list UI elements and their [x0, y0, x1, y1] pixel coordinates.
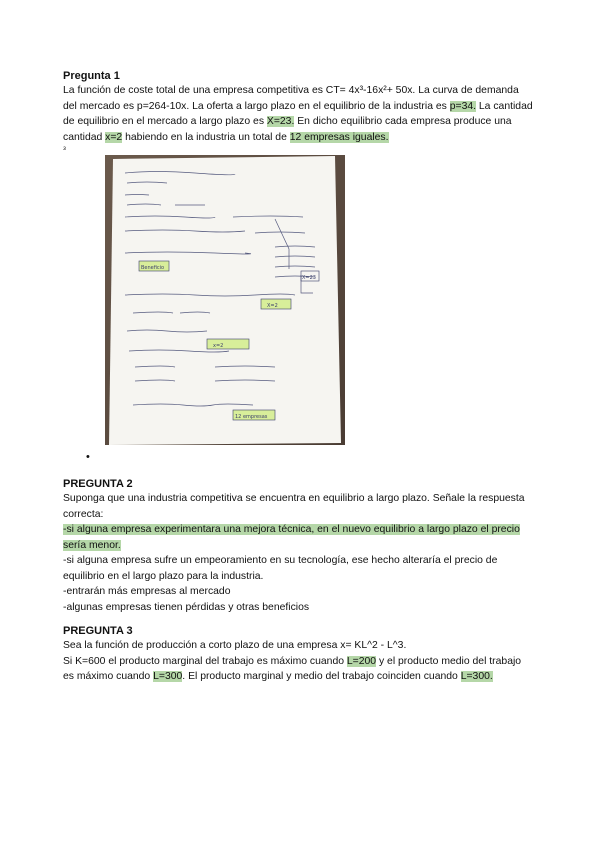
q1-answer-quantity: X=23. [266, 116, 295, 127]
photo-label: Beneficio [141, 265, 165, 271]
q1-answer-price: p=34. [449, 100, 477, 112]
q1-text-part: habiendo en la industria un total de [122, 131, 290, 143]
question-3 [63, 625, 533, 685]
photo-label: x=2 [213, 343, 224, 349]
photo-label: X=23 [302, 275, 316, 281]
question-2-option-correct [63, 522, 538, 553]
question-2-option: -algunas empresas tienen pérdidas y otras beneficios [63, 601, 310, 613]
q1-text-part: En dicho equilibrio cada empresa produce una cantidad [63, 116, 512, 143]
photo-label: 12 empresas [235, 414, 268, 420]
q3-text-part: Si K=600 el producto marginal del trabajo es máximo cuando [63, 655, 347, 667]
q3-answer-average: L=300 [153, 671, 183, 682]
question-2-option: -si alguna empresa sufre un empeoramiento en su tecnología, ese hecho alteraría el precio de equilibrio en el largo plazo para la industria. [63, 555, 498, 582]
question-1 [63, 70, 533, 445]
q3-answer-coincide: L=300. [460, 671, 493, 682]
question-1-title: Pregunta 1 [63, 70, 120, 82]
q3-text-part: . El producto marginal y medio del trabajo coinciden cuando [182, 671, 461, 682]
question-3-line1: Sea la función de producción a corto plazo de una empresa x= KL^2 - L^3. [63, 640, 407, 651]
stray-glyph: ᵌ [63, 144, 66, 154]
q1-answer-firm-output: x=2 [105, 131, 123, 143]
question-2 [63, 478, 538, 615]
list-bullet: • [86, 451, 90, 463]
q3-text-part: y el producto medio del trabajo es máximo cuando [63, 655, 522, 682]
question-2-option: -entrarán más empresas al mercado [63, 586, 231, 597]
question-1-text [63, 83, 533, 145]
photo-label: X=2 [267, 303, 278, 309]
q3-answer-marginal: L=200 [346, 655, 377, 667]
handwritten-solution-photo [105, 155, 345, 445]
question-3-title: PREGUNTA 3 [63, 625, 133, 637]
question-2-intro: Suponga que una industria competitiva se encuentra en equilibrio a largo plazo. Señale la respuesta correcta: [63, 493, 525, 520]
question-3-text [63, 654, 533, 685]
q1-text-part: La función de coste total de una empresa competitiva es CT= 4x³-16x²+ 50x. La curva de demanda del mercado es p=264-10x. La oferta a largo plazo en el equilibrio de la industria es [63, 85, 519, 112]
handwritten-notes-image [105, 155, 345, 445]
q1-text-part: La cantidad de equilibrio en el mercado a largo plazo es [63, 100, 533, 127]
question-2-title: PREGUNTA 2 [63, 478, 133, 490]
option-text: -si alguna empresa experimentara una mejora técnica, en el nuevo equilibrio a largo plazo el precio sería menor. [63, 524, 520, 551]
q1-answer-firms: 12 empresas iguales. [289, 131, 389, 143]
